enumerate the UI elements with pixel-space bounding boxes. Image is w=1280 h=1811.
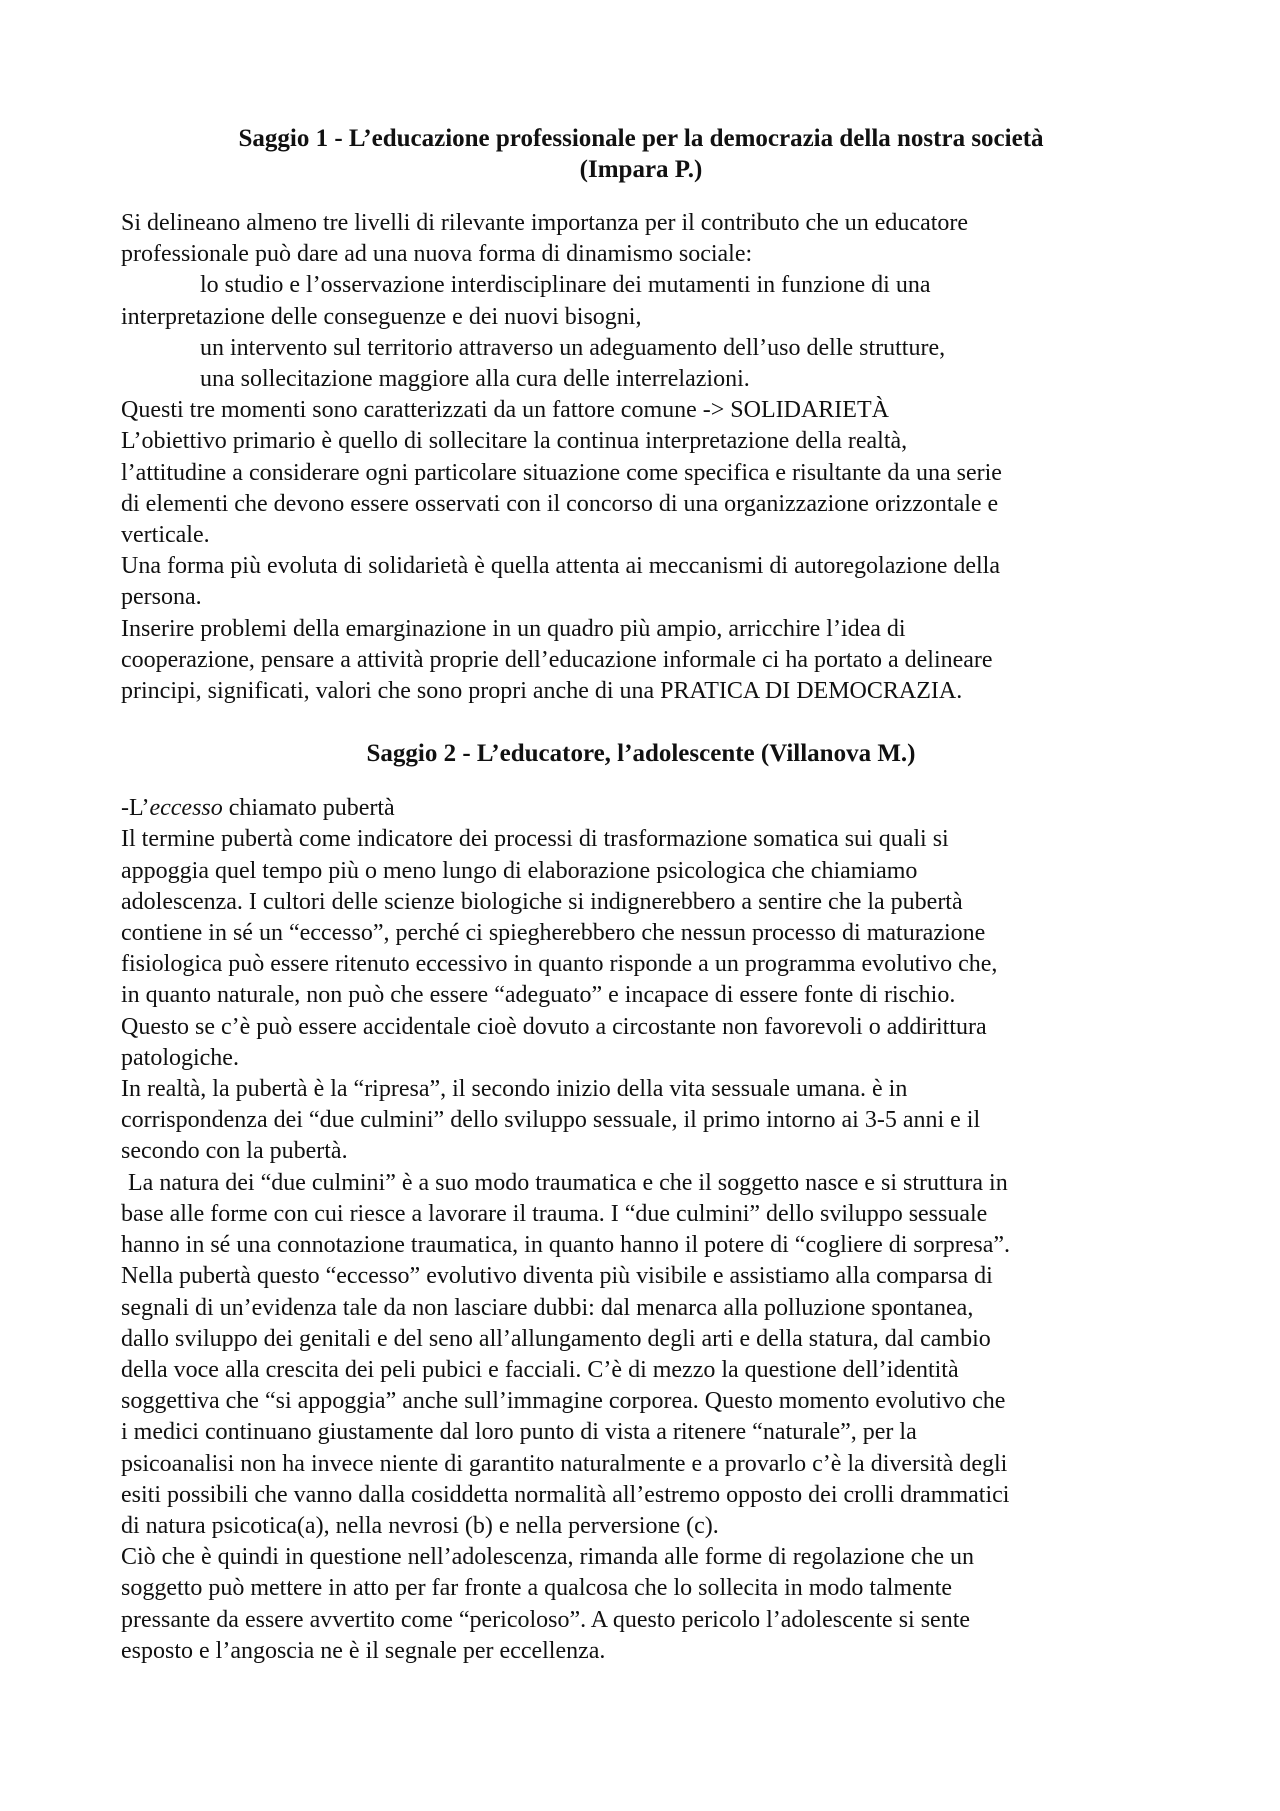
subheading-italic: eccesso bbox=[149, 795, 223, 822]
text-line: in quanto naturale, non può che essere “adeguato” e incapace di essere fonte di rischio. bbox=[121, 982, 956, 1009]
text-line: Ciò che è quindi in questione nell’adolescenza, rimanda alle forme di regolazione che un bbox=[121, 1544, 975, 1571]
text-line: Una forma più evoluta di solidarietà è quella attenta ai meccanismi di autoregolazione della bbox=[121, 553, 1000, 580]
text-line: patologiche. bbox=[121, 1044, 239, 1071]
text-line: La natura dei “due culmini” è a suo modo traumatica e che il soggetto nasce e si struttura in bbox=[128, 1169, 1008, 1196]
essay-1-title-line: (Impara P.) bbox=[579, 156, 703, 183]
text-line: fisiologica può essere ritenuto eccessivo in quanto risponde a un programma evolutivo che, bbox=[121, 951, 998, 978]
text-line: Questi tre momenti sono caratterizzati da un fattore comune -> SOLIDARIETÀ bbox=[121, 397, 889, 424]
text-line: In realtà, la pubertà è la “ripresa”, il secondo inizio della vita sessuale umana. è in bbox=[121, 1076, 908, 1103]
text-line: Inserire problemi della emarginazione in un quadro più ampio, arricchire l’idea di bbox=[121, 615, 906, 642]
text-line: di elementi che devono essere osservati con il concorso di una organizzazione orizzontale e bbox=[121, 490, 999, 517]
text-line: adolescenza. I cultori delle scienze biologiche si indignerebbero a sentire che la pubertà bbox=[121, 888, 963, 915]
text-line: base alle forme con cui riesce a lavorare il trauma. I “due culmini” dello sviluppo sessuale bbox=[121, 1200, 988, 1227]
subheading bbox=[121, 793, 1161, 824]
essay-2-title-line: Saggio 2 - L’educatore, l’adolescente (Villanova M.) bbox=[366, 740, 916, 768]
text-line: psicoanalisi non ha invece niente di garantito naturalmente e a provarlo c’è la diversità degli bbox=[121, 1450, 1008, 1477]
essay-1-title-line: Saggio 1 - L’educazione professionale per la democrazia della nostra società bbox=[238, 125, 1044, 152]
essay-2-title bbox=[121, 738, 1161, 769]
text-line: soggetto può mettere in atto per far fronte a qualcosa che lo sollecita in modo talmente bbox=[121, 1575, 953, 1602]
text-line: pressante da essere avvertito come “pericoloso”. A questo pericolo l’adolescente si sente bbox=[121, 1606, 971, 1633]
text-line: della voce alla crescita dei peli pubici e facciali. C’è di mezzo la questione dell’identità bbox=[121, 1356, 959, 1383]
text-line: Il termine pubertà come indicatore dei processi di trasformazione somatica sui quali si bbox=[121, 826, 949, 853]
text-line: professionale può dare ad una nuova forma di dinamismo sociale: bbox=[121, 241, 753, 268]
text-line: principi, significati, valori che sono propri anche di una PRATICA DI DEMOCRAZIA. bbox=[121, 678, 963, 705]
text-line: persona. bbox=[121, 584, 202, 611]
essay-2 bbox=[121, 738, 1161, 1667]
text-line: interpretazione delle conseguenze e dei nuovi bisogni, bbox=[121, 303, 642, 330]
text-line: verticale. bbox=[121, 522, 210, 549]
essay-1 bbox=[121, 123, 1161, 707]
text-line: cooperazione, pensare a attività proprie dell’educazione informale ci ha portato a delineare bbox=[121, 646, 993, 673]
text-line: hanno in sé una connotazione traumatica, in quanto hanno il potere di “cogliere di sorpresa”. bbox=[121, 1232, 1011, 1259]
text-line: l’attitudine a considerare ogni particolare situazione come specifica e risultante da una serie bbox=[121, 459, 1002, 486]
text-line: appoggia quel tempo più o meno lungo di elaborazione psicologica che chiamiamo bbox=[121, 857, 918, 884]
text-line: Si delineano almeno tre livelli di rilevante importanza per il contributo che un educatore bbox=[121, 210, 969, 236]
text-line: lo studio e l’osservazione interdisciplinare dei mutamenti in funzione di una bbox=[200, 272, 931, 299]
subheading-prefix: -L’ bbox=[121, 795, 150, 822]
text-line: secondo con la pubertà. bbox=[121, 1138, 348, 1165]
essay-1-title bbox=[121, 123, 1161, 185]
text-line: esiti possibili che vanno dalla cosiddetta normalità all’estremo opposto dei crolli drammatici bbox=[121, 1481, 1010, 1508]
text-line: i medici continuano giustamente dal loro punto di vista a ritenere “naturale”, per la bbox=[121, 1419, 917, 1446]
text-line: dallo sviluppo dei genitali e del seno all’allungamento degli arti e della statura, dal cambio bbox=[121, 1325, 991, 1352]
text-line: di natura psicotica(a), nella nevrosi (b) e nella perversione (c). bbox=[121, 1512, 719, 1539]
subheading-suffix: chiamato pubertà bbox=[222, 795, 395, 822]
essay-1-body bbox=[121, 208, 1161, 707]
document-content bbox=[121, 123, 1161, 1667]
text-line: contiene in sé un “eccesso”, perché ci spiegherebbero che nessun processo di maturazione bbox=[121, 920, 986, 947]
essay-2-body bbox=[121, 793, 1161, 1667]
text-line: corrispondenza dei “due culmini” dello sviluppo sessuale, il primo intorno ai 3-5 anni e il bbox=[121, 1107, 981, 1134]
text-line: Questo se c’è può essere accidentale cioè dovuto a circostante non favorevoli o addirittura bbox=[121, 1013, 987, 1040]
text-line: segnali di un’evidenza tale da non lasciare dubbi: dal menarca alla polluzione spontanea, bbox=[121, 1294, 974, 1321]
text-line: L’obiettivo primario è quello di sollecitare la continua interpretazione della realtà, bbox=[121, 428, 908, 455]
text-line: soggettiva che “si appoggia” anche sull’immagine corporea. Questo momento evolutivo che bbox=[121, 1388, 1006, 1415]
text-line: esposto e l’angoscia ne è il segnale per eccellenza. bbox=[121, 1637, 606, 1664]
text-line: un intervento sul territorio attraverso un adeguamento dell’uso delle strutture, bbox=[200, 334, 946, 361]
text-line: una sollecitazione maggiore alla cura delle interrelazioni. bbox=[200, 366, 750, 393]
text-line: Nella pubertà questo “eccesso” evolutivo diventa più visibile e assistiamo alla comparsa di bbox=[121, 1263, 993, 1290]
